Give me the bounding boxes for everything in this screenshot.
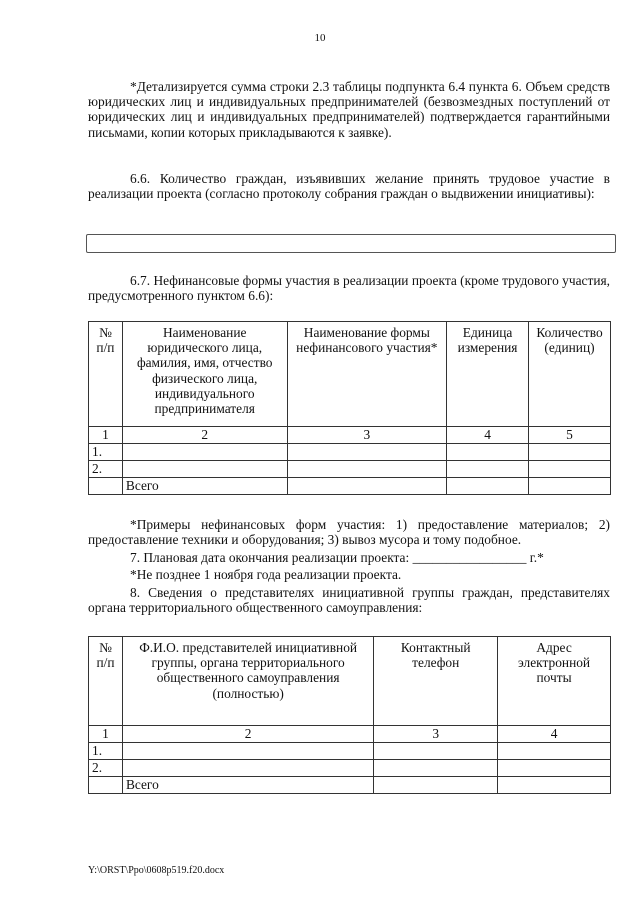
column-number-row — [89, 427, 611, 444]
footer-file-path: Y:\ORST\Ppo\0608p519.f20.docx — [88, 865, 225, 876]
table-header-row — [89, 637, 611, 726]
table-header-row — [89, 322, 611, 427]
column-header: № п/п — [89, 637, 123, 726]
table-row — [89, 743, 611, 760]
row-number: 1. — [89, 743, 123, 760]
note-examples: *Примеры нефинансовых форм участия: 1) предоставление материалов; 2) предоставление техники и оборудования; 3) вывоз мусора и тому подобное. — [88, 517, 610, 548]
table-cell[interactable] — [529, 444, 611, 461]
column-header: Количество (единиц) — [529, 322, 611, 427]
column-number: 1 — [89, 427, 123, 444]
representatives-table — [88, 636, 611, 794]
table-cell[interactable] — [529, 461, 611, 478]
item-7: 7. Плановая дата окончания реализации проекта: _________________ г.* — [130, 550, 544, 565]
note-deadline: *Не позднее 1 ноября года реализации проекта. — [130, 567, 402, 582]
table-cell[interactable] — [374, 760, 498, 777]
item-6-7: 6.7. Нефинансовые формы участия в реализации проекта (кроме трудового участия, предусмотренного пунктом 6.6): — [88, 273, 610, 304]
table-cell[interactable] — [374, 777, 498, 794]
total-label: Всего — [122, 777, 373, 794]
table-cell[interactable] — [122, 760, 373, 777]
column-number: 2 — [122, 427, 287, 444]
note-detail: *Детализируется сумма строки 2.3 таблицы подпункта 6.4 пункта 6. Объем средств юридических лиц и индивидуальных предпринимателей (безвозмездных поступлений от юридических лиц и индивидуальных предпринимателей) подтверждается гарантийными письмами, копии которых прикладываются к заявке). — [88, 79, 610, 140]
column-number-row — [89, 726, 611, 743]
column-header: Единица измерения — [447, 322, 529, 427]
column-number: 2 — [122, 726, 373, 743]
total-row — [89, 478, 611, 495]
table-cell[interactable] — [498, 743, 611, 760]
item-8: 8. Сведения о представителях инициативной группы граждан, представителях органа территориального общественного самоуправления: — [88, 585, 610, 616]
table-cell[interactable] — [287, 444, 447, 461]
table-cell[interactable] — [122, 444, 287, 461]
row-number: 1. — [89, 444, 123, 461]
table-row — [89, 461, 611, 478]
table-cell[interactable] — [447, 478, 529, 495]
table-cell — [89, 478, 123, 495]
page-number: 10 — [314, 32, 326, 44]
column-number: 1 — [89, 726, 123, 743]
column-header: Адрес электронной почты — [498, 637, 611, 726]
table-cell[interactable] — [287, 461, 447, 478]
table-cell[interactable] — [447, 444, 529, 461]
table-cell[interactable] — [122, 743, 373, 760]
column-header: Ф.И.О. представителей инициативной группы, органа территориального общественного самоуправления (полностью) — [122, 637, 373, 726]
column-header: № п/п — [89, 322, 123, 427]
row-number: 2. — [89, 760, 123, 777]
column-number: 3 — [374, 726, 498, 743]
table-cell[interactable] — [122, 461, 287, 478]
column-header: Контактный телефон — [374, 637, 498, 726]
participants-count-field[interactable] — [86, 234, 616, 253]
column-header: Наименование формы нефинансового участия* — [287, 322, 447, 427]
table-cell[interactable] — [447, 461, 529, 478]
total-row — [89, 777, 611, 794]
column-number: 4 — [447, 427, 529, 444]
table-row — [89, 444, 611, 461]
row-number: 2. — [89, 461, 123, 478]
column-number: 3 — [287, 427, 447, 444]
table-cell[interactable] — [529, 478, 611, 495]
table-row — [89, 760, 611, 777]
table-cell[interactable] — [374, 743, 498, 760]
nonfinancial-participation-table — [88, 321, 611, 495]
table-cell[interactable] — [498, 760, 611, 777]
table-cell — [89, 777, 123, 794]
column-number: 4 — [498, 726, 611, 743]
item-6-6: 6.6. Количество граждан, изъявивших желание принять трудовое участие в реализации проекта (согласно протоколу собрания граждан о выдвижении инициативы): — [88, 171, 610, 202]
table-cell[interactable] — [287, 478, 447, 495]
column-header: Наименование юридического лица, фамилия, имя, отчество физического лица, индивидуального предпринимателя — [122, 322, 287, 427]
table-cell[interactable] — [498, 777, 611, 794]
column-number: 5 — [529, 427, 611, 444]
total-label: Всего — [122, 478, 287, 495]
